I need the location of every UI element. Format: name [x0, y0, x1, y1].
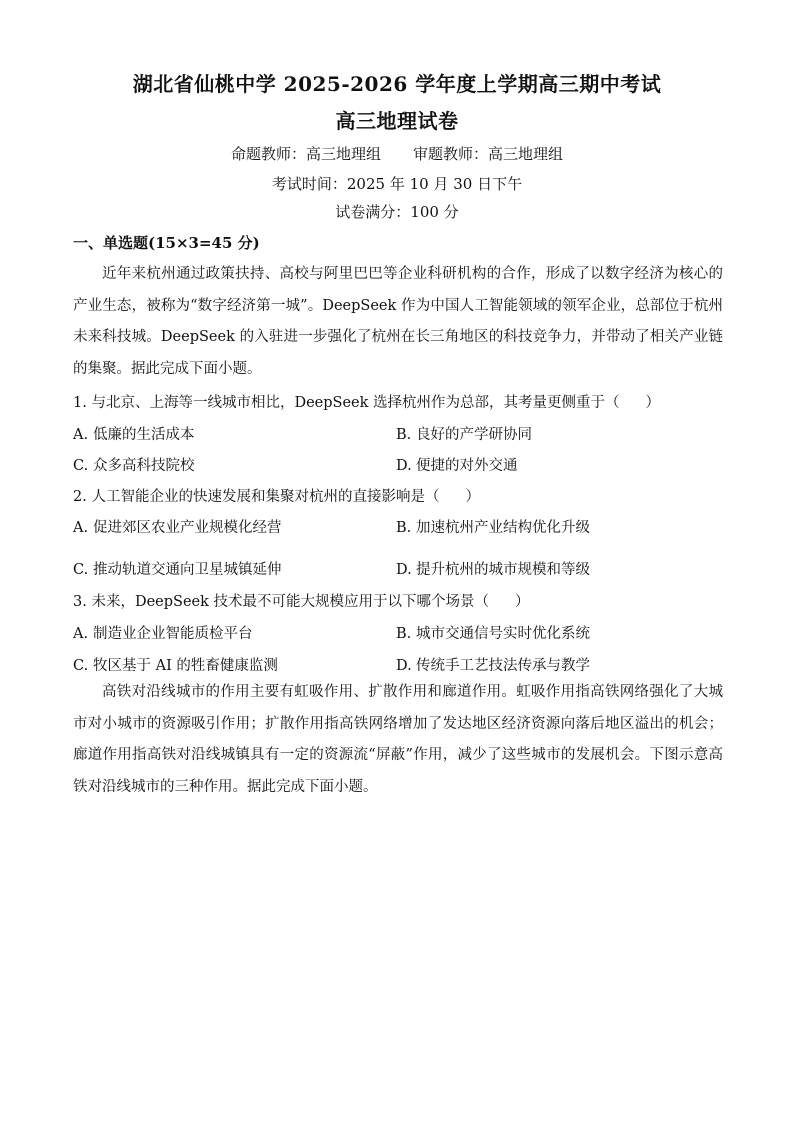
option-text: 良好的产学研协同 — [416, 427, 532, 443]
reviewer-text: 审题教师：高三地理组 — [413, 145, 564, 163]
option-letter: C. — [73, 458, 89, 474]
option-text: 制造业企业智能质检平台 — [93, 626, 253, 642]
passage-1: 近年来杭州通过政策扶持、高校与阿里巴巴等企业科研机构的合作，形成了以数字经济为核心的产业生态，被称为“数字经济第一城”。DeepSeek 作为中国人工智能领域的领军企业，总部位于杭州未来科技城。DeepSeek 的入驻进一步强化了杭州在长三角地区的科技竞争力，并带动了相关产业链的集聚。据此完成下面小题。 — [73, 266, 723, 377]
option-text: 众多高科技院校 — [93, 458, 195, 474]
option-letter: A. — [73, 427, 89, 443]
teacher-line — [0, 143, 794, 164]
full-score: 试卷满分：100 分 — [335, 203, 459, 221]
question-2-option-a — [73, 516, 282, 537]
exam-subtitle: 高三地理试卷 — [335, 109, 459, 133]
question-stem-text: 3. 未来，DeepSeek 技术最不可能大规模应用于以下哪个场景（ — [73, 594, 490, 610]
question-1-option-c — [73, 454, 195, 475]
question-close: ） — [645, 395, 661, 411]
option-text: 提升杭州的城市规模和等级 — [416, 562, 590, 578]
question-1-option-b — [396, 423, 532, 444]
section-title: 一、单选题(15×3=45 分) — [73, 234, 260, 252]
question-close: ） — [465, 489, 480, 505]
question-3-option-a — [73, 622, 253, 643]
question-2-option-d — [396, 558, 590, 579]
option-text: 传统手工艺技法传承与教学 — [416, 658, 590, 674]
exam-title: 湖北省仙桃中学 2025-2026 学年度上学期高三期中考试 — [132, 72, 662, 96]
question-2-option-c — [73, 558, 282, 579]
question-3-option-b — [396, 622, 590, 643]
exam-time: 考试时间：2025 年 10 月 30 日下午 — [271, 175, 523, 193]
question-2-stem — [73, 485, 723, 506]
option-text: 牧区基于 AI 的牲畜健康监测 — [93, 658, 278, 674]
option-text: 便捷的对外交通 — [416, 458, 518, 474]
question-close: ） — [515, 594, 530, 610]
option-letter: B. — [396, 520, 412, 536]
option-letter: D. — [396, 658, 412, 674]
option-letter: C. — [73, 658, 89, 674]
passage-2: 高铁对沿线城市的作用主要有虹吸作用、扩散作用和廊道作用。虹吸作用指高铁网络强化了大城市对小城市的资源吸引作用；扩散作用指高铁网络增加了发达地区经济资源向落后地区溢出的机会；廊道作用指高铁对沿线城镇具有一定的资源流“屏蔽”作用，减少了这些城市的发展机会。下图示意高铁对沿线城市的三种作用。据此完成下面小题。 — [73, 684, 723, 795]
question-stem-text: 1. 与北京、上海等一线城市相比，DeepSeek 选择杭州作为总部，其考量更侧重于（ — [73, 395, 620, 411]
option-text: 推动轨道交通向卫星城镇延伸 — [93, 562, 282, 578]
question-1-stem — [73, 391, 723, 412]
option-text: 城市交通信号实时优化系统 — [416, 626, 590, 642]
option-letter: B. — [396, 427, 412, 443]
option-letter: D. — [396, 458, 412, 474]
question-1-option-a — [73, 423, 195, 444]
question-3-stem — [73, 590, 723, 611]
option-text: 加速杭州产业结构优化升级 — [416, 520, 590, 536]
option-letter: A. — [73, 626, 89, 642]
option-letter: D. — [396, 562, 412, 578]
option-letter: C. — [73, 562, 89, 578]
question-stem-text: 2. 人工智能企业的快速发展和集聚对杭州的直接影响是（ — [73, 489, 440, 505]
option-letter: A. — [73, 520, 89, 536]
option-text: 低廉的生活成本 — [93, 427, 195, 443]
question-3-option-c — [73, 654, 278, 675]
question-3-option-d — [396, 654, 590, 675]
setter-text: 命题教师：高三地理组 — [230, 145, 381, 163]
option-letter: B. — [396, 626, 412, 642]
option-text: 促进郊区农业产业规模化经营 — [93, 520, 282, 536]
question-2-option-b — [396, 516, 590, 537]
question-1-option-d — [396, 454, 518, 475]
